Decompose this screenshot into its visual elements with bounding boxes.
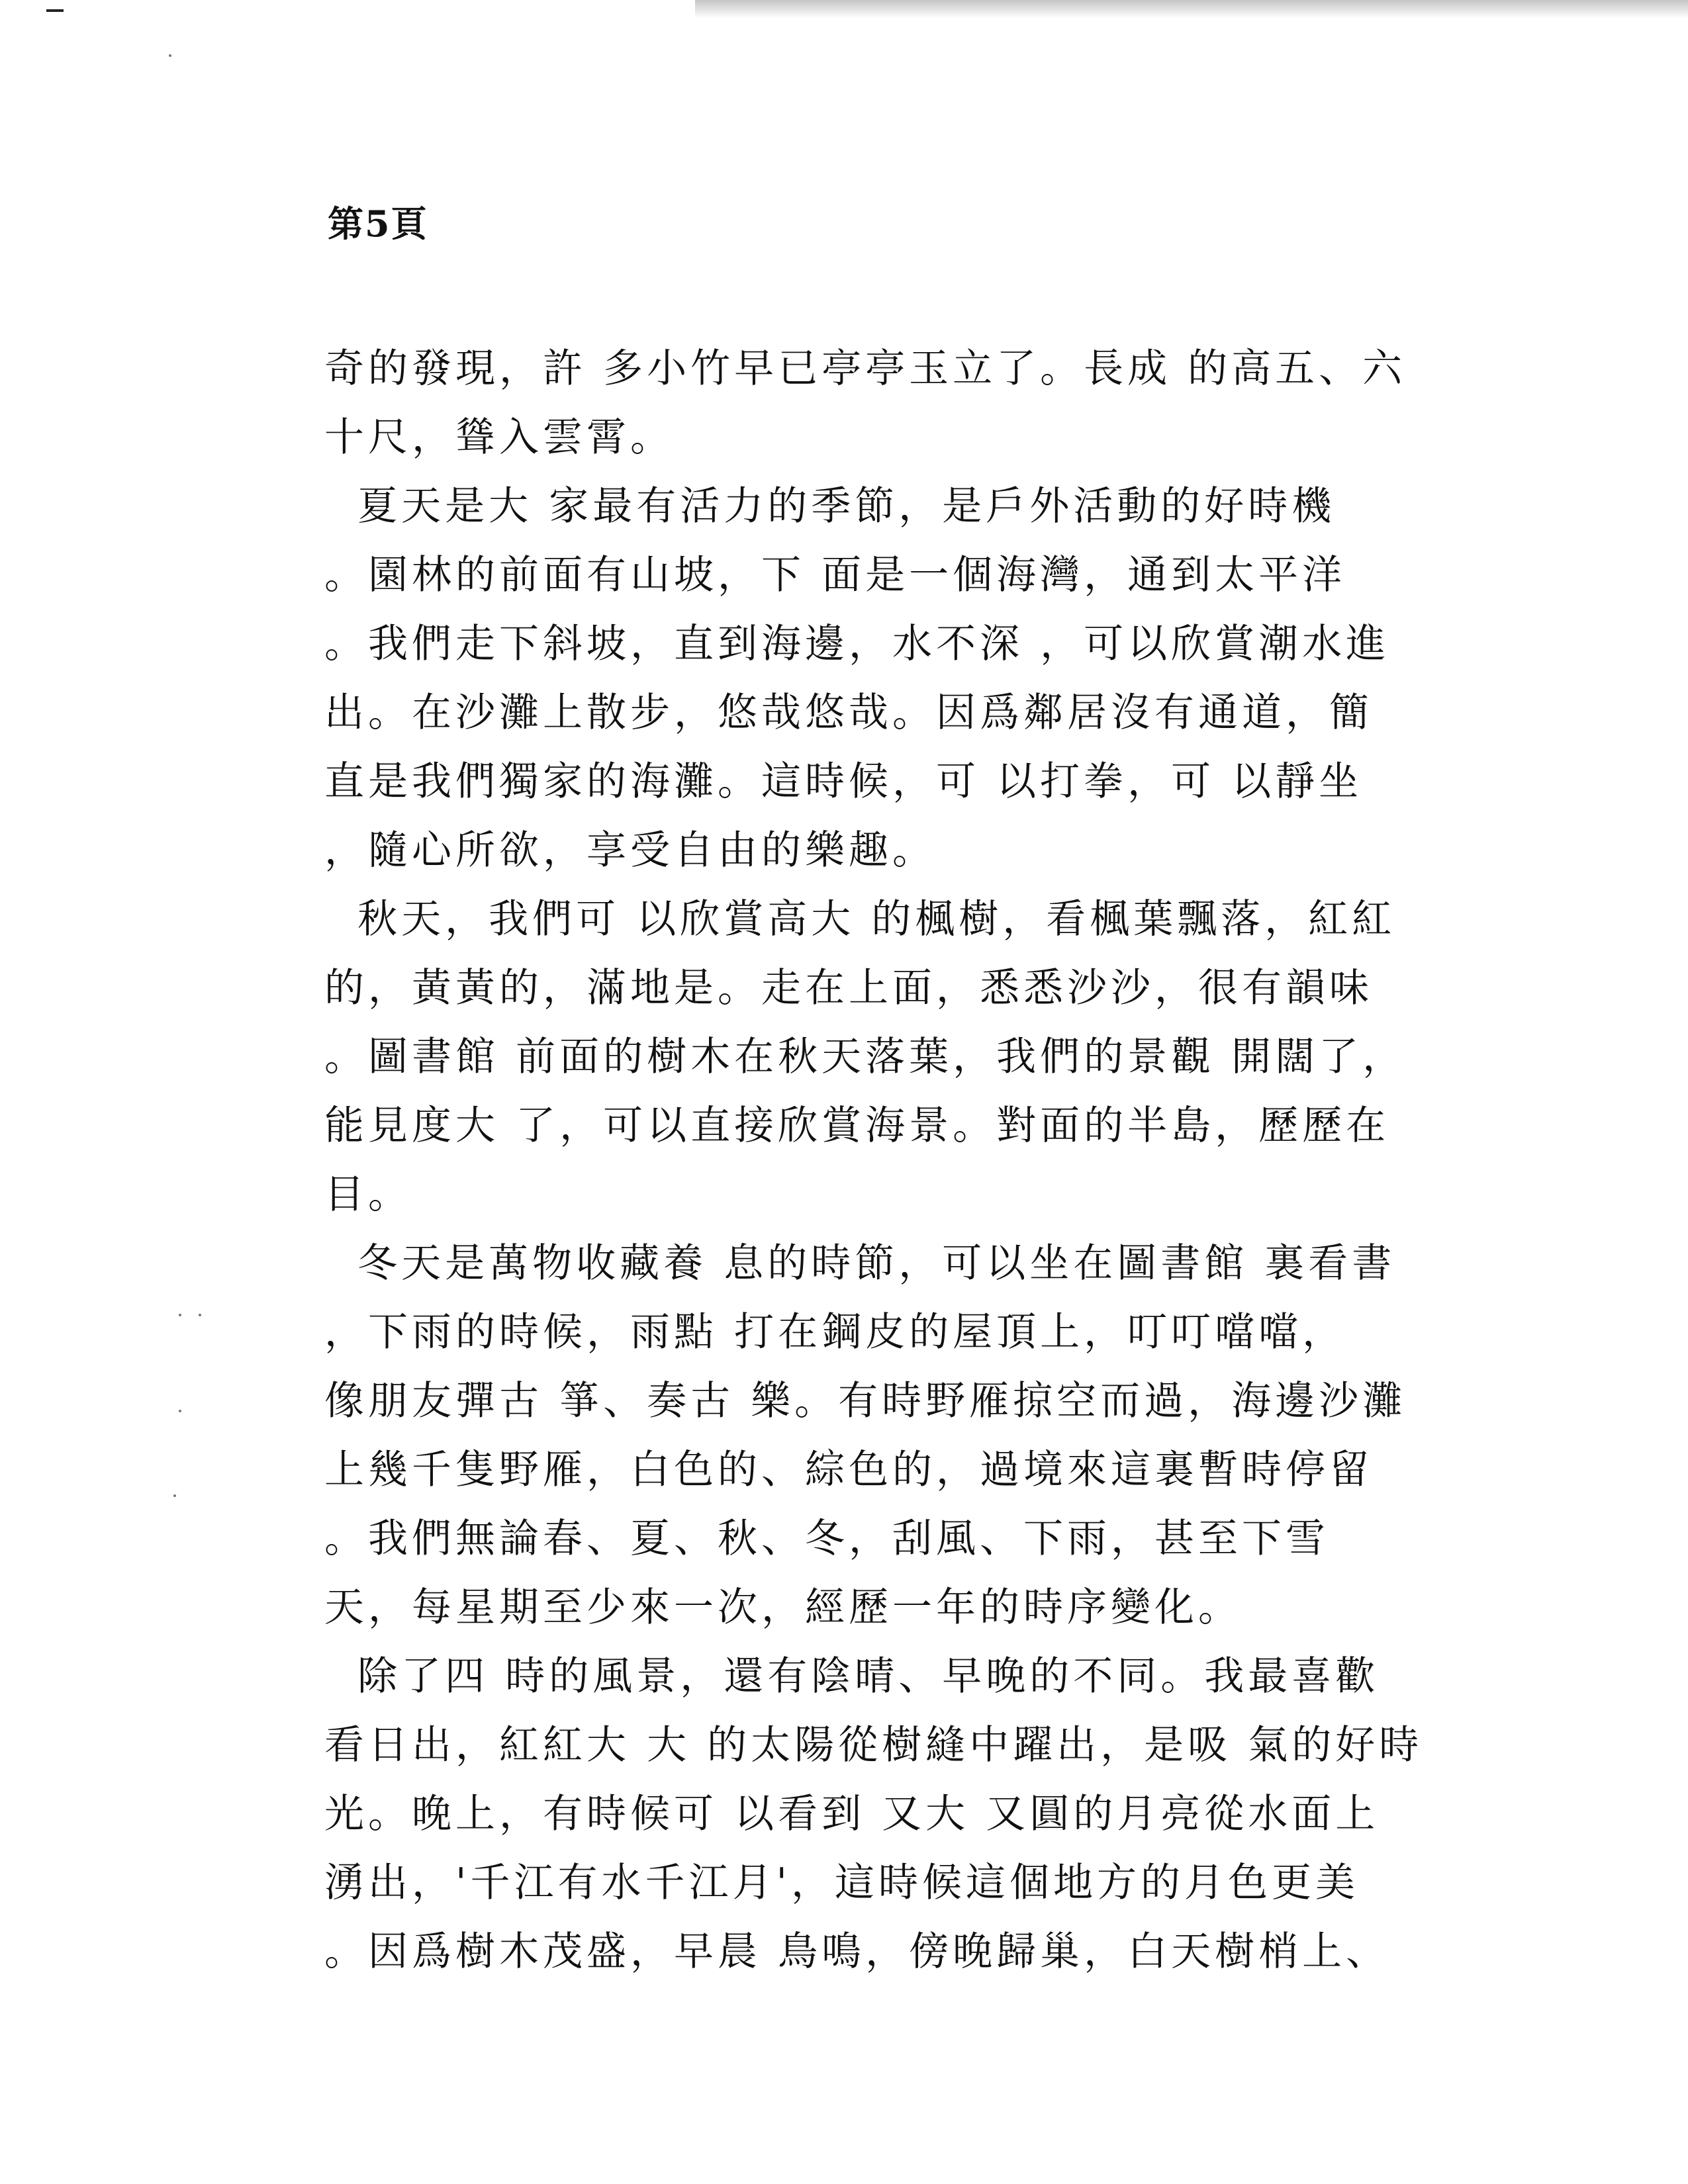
scan-speck: [173, 1494, 176, 1497]
text-line: ，下雨的時候，雨點 打在鋼皮的屋頂上，叮叮噹噹，: [324, 1309, 1346, 1355]
scan-speck: [179, 1410, 181, 1412]
text-line: 光。晚上，有時候可 以看到 又大 又圓的月亮從水面上: [324, 1791, 1380, 1837]
text-line: 。我們走下斜坡，直到海邊，水不深 ，可以欣賞潮水進: [324, 621, 1390, 667]
text-line: 。我們無論春、夏、秋、冬，刮風、下雨，甚至下雪: [324, 1516, 1329, 1562]
scan-speck: [199, 1314, 201, 1316]
text-line: 奇的發現，許 多小竹早已亭亭玉立了。長成 的高五、六: [324, 345, 1407, 392]
text-line: 的，黃黃的，滿地是。走在上面，悉悉沙沙，很有韻味: [324, 965, 1373, 1011]
text-line: 。圖書館 前面的樹木在秋天落葉，我們的景觀 開闊了，: [324, 1034, 1407, 1080]
text-line: 上幾千隻野雁，白色的、綜色的，過境來這裏暫時停留: [324, 1447, 1373, 1493]
text-line: 湧出，'千江有水千江月'，這時候這個地方的月色更美: [324, 1860, 1359, 1906]
text-line: 夏天是大 家最有活力的季節，是戶外活動的好時機: [324, 483, 1336, 529]
text-line: 看日出，紅紅大 大 的太陽從樹縫中躍出，是吸 氣的好時: [324, 1722, 1423, 1768]
text-line: 秋天，我們可 以欣賞高大 的楓樹，看楓葉飄落，紅紅: [324, 896, 1396, 942]
text-line: 。園林的前面有山坡，下 面是一個海灣，通到太平洋: [324, 552, 1346, 598]
text-line: 。因爲樹木茂盛，早晨 鳥鳴，傍晚歸巢，白天樹梢上、: [324, 1929, 1390, 1975]
document-body: [324, 334, 1489, 1986]
text-line: 直是我們獨家的海灘。這時候，可 以打拳，可 以靜坐: [324, 758, 1363, 805]
scan-speck: [169, 54, 171, 57]
text-line: 目。: [324, 1171, 412, 1218]
text-line: 冬天是萬物收藏養 息的時節，可以坐在圖書館 裏看書: [324, 1240, 1396, 1287]
page-header: 第5頁: [328, 203, 428, 245]
text-line: 出。在沙灘上散步，悠哉悠哉。因爲鄰居沒有通道，簡: [324, 690, 1373, 736]
scan-corner-mark: [46, 9, 64, 12]
text-line: ，隨心所欲，享受自由的樂趣。: [324, 827, 936, 874]
text-line: 除了四 時的風景，還有陰晴、早晚的不同。我最喜歡: [324, 1653, 1380, 1700]
scan-speck: [179, 1314, 181, 1316]
text-line: 十尺，聳入雲霄。: [324, 414, 674, 461]
text-line: 能見度大 了，可以直接欣賞海景。對面的半島，歷歷在: [324, 1103, 1390, 1149]
scan-edge-shadow: [695, 0, 1688, 19]
text-line: 像朋友彈古 箏、奏古 樂。有時野雁掠空而過，海邊沙灘: [324, 1378, 1407, 1424]
text-line: 天，每星期至少來一次，經歷一年的時序變化。: [324, 1584, 1242, 1631]
